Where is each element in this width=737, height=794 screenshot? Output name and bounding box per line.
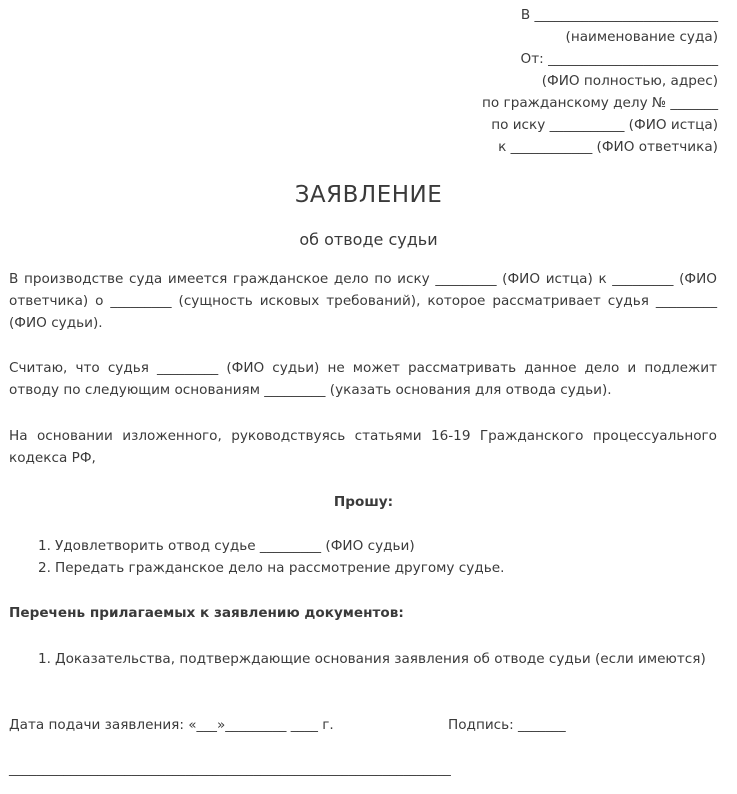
paragraph-grounds: Считаю, что судья _________ (ФИО судьи) не может рассматривать данное дело и подлежит отводу по следующим основаниям _________ (указать основания для отвода судьи). — [9, 360, 717, 398]
header-court-line: В ___________________________ — [520, 7, 718, 23]
list-item — [38, 535, 717, 557]
list-item — [38, 557, 717, 579]
attachments-heading: Перечень прилагаемых к заявлению документов: — [9, 605, 404, 621]
paragraph-legal-basis: На основании изложенного, руководствуясь статьями 16-19 Гражданского процессуального кодекса РФ, — [9, 428, 717, 466]
list-item-text: Удовлетворить отвод судье _________ (ФИО судьи) — [55, 538, 415, 554]
document-title: ЗАЯВЛЕНИЕ — [294, 182, 443, 208]
document-header — [318, 4, 718, 158]
paragraph-case-info: В производстве суда имеется гражданское дело по иску _________ (ФИО истца) к _________ (ФИО ответчика) о _________ (сущность исковых требований), которое рассматривает судья _________ (ФИО судьи). — [9, 271, 717, 331]
list-item-number: 1. — [38, 538, 51, 554]
document-subtitle: об отводе судьи — [299, 230, 438, 249]
list-item-text: Передать гражданское дело на рассмотрение другому судье. — [55, 560, 505, 576]
list-item-number: 2. — [38, 560, 51, 576]
header-from-line: От: _________________________ — [520, 51, 718, 67]
list-item-text: Доказательства, подтверждающие основания заявления об отводе судьи (если имеются) — [55, 651, 706, 667]
header-plaintiff: по иску ___________ (ФИО истца) — [491, 117, 718, 133]
submission-date-line: Дата подачи заявления: «___»_________ ____ г. — [9, 717, 334, 733]
bottom-rule-line: _________________________________________________________________ — [9, 761, 451, 777]
header-court-hint: (наименование суда) — [565, 29, 718, 45]
request-heading: Прошу: — [333, 494, 394, 510]
signature-line: Подпись: _______ — [448, 717, 566, 733]
header-defendant: к ____________ (ФИО ответчика) — [498, 139, 718, 155]
header-case-number: по гражданскому делу № _______ — [482, 95, 718, 111]
header-from-hint: (ФИО полностью, адрес) — [541, 73, 718, 89]
list-item-number: 1. — [38, 651, 51, 667]
attachments-list — [38, 648, 717, 670]
list-item — [38, 648, 717, 670]
request-list — [38, 535, 717, 579]
